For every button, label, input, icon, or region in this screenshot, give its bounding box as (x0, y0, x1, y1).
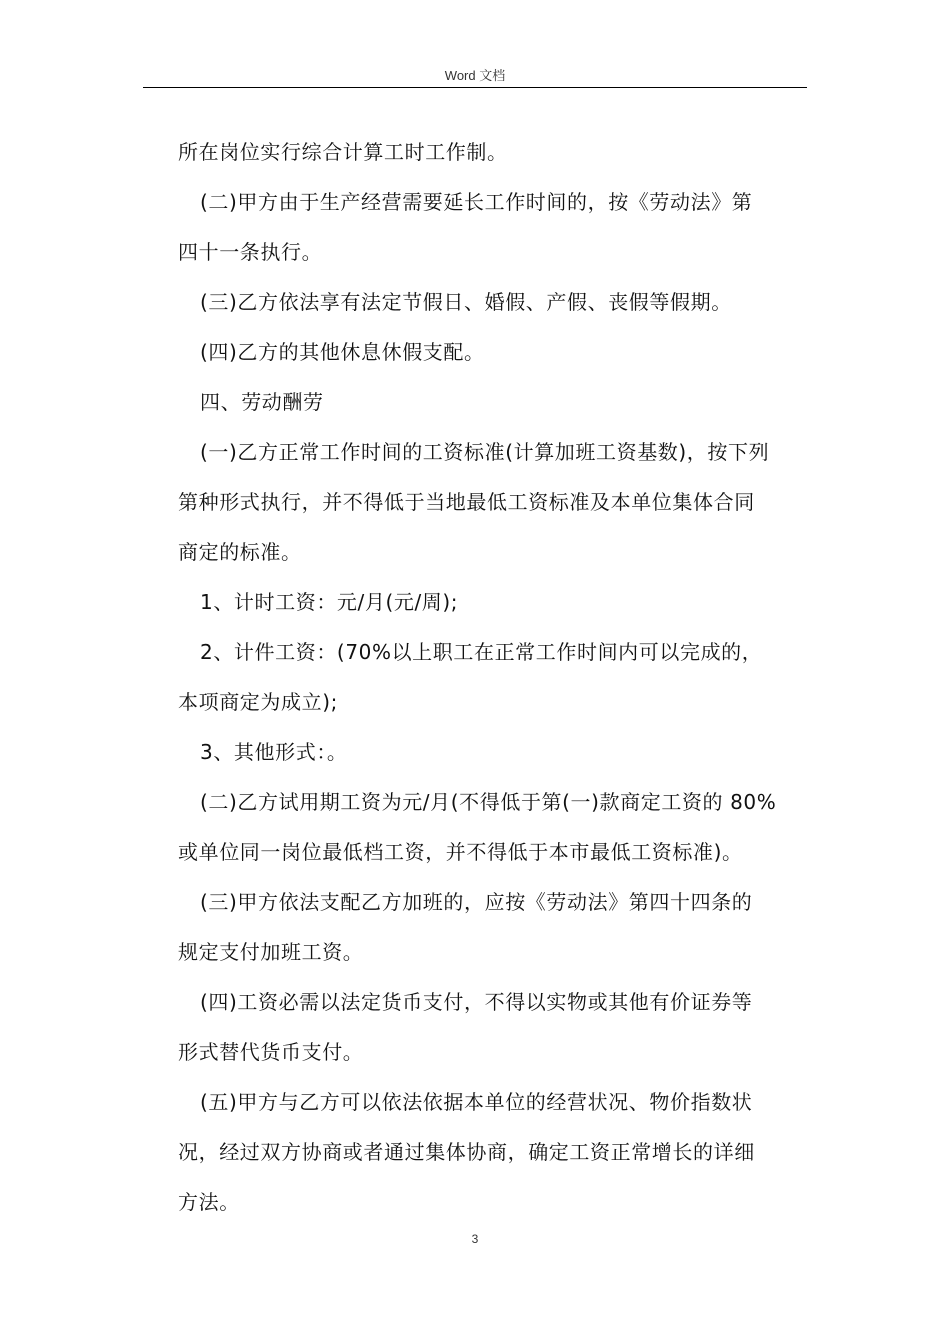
section-heading: 四、劳动酬劳 (200, 390, 324, 414)
body-line: (四)工资必需以法定货币支付，不得以实物或其他有价证券等 (200, 990, 753, 1014)
document-header-label: Word 文档 (444, 68, 506, 83)
body-line: (二)甲方由于生产经营需要延长工作时间的，按《劳动法》第 (200, 190, 753, 214)
body-line: (二)乙方试用期工资为元/月(不得低于第(一)款商定工资的 80% (200, 790, 777, 814)
body-line: 形式替代货币支付。 (178, 1040, 364, 1064)
body-line: 方法。 (178, 1190, 240, 1214)
body-line: 所在岗位实行综合计算工时工作制。 (178, 140, 508, 164)
body-line: (一)乙方正常工作时间的工资标准(计算加班工资基数)，按下列 (200, 440, 770, 464)
body-line: 商定的标准。 (178, 540, 302, 564)
body-line: (三)甲方依法支配乙方加班的，应按《劳动法》第四十四条的 (200, 890, 753, 914)
body-line: 或单位同一岗位最低档工资，并不得低于本市最低工资标准)。 (178, 840, 743, 864)
body-line: 本项商定为成立); (178, 690, 338, 714)
body-line: 3、其他形式：。 (200, 740, 348, 764)
header-divider (143, 87, 807, 88)
body-line: 2、计件工资：(70%以上职工在正常工作时间内可以完成的， (200, 640, 763, 664)
body-line: 况，经过双方协商或者通过集体协商，确定工资正常增长的详细 (178, 1140, 755, 1164)
document-body (178, 127, 818, 1227)
body-line: 四十一条执行。 (178, 240, 323, 264)
body-line: 第种形式执行，并不得低于当地最低工资标准及本单位集体合同 (178, 490, 755, 514)
page-number: 3 (471, 1232, 479, 1246)
body-line: 规定支付加班工资。 (178, 940, 364, 964)
body-line: (四)乙方的其他休息休假支配。 (200, 340, 485, 364)
body-line: (三)乙方依法享有法定节假日、婚假、产假、丧假等假期。 (200, 290, 732, 314)
body-line: 1、计时工资：元/月(元/周); (200, 590, 459, 614)
body-line: (五)甲方与乙方可以依法依据本单位的经营状况、物价指数状 (200, 1090, 753, 1114)
